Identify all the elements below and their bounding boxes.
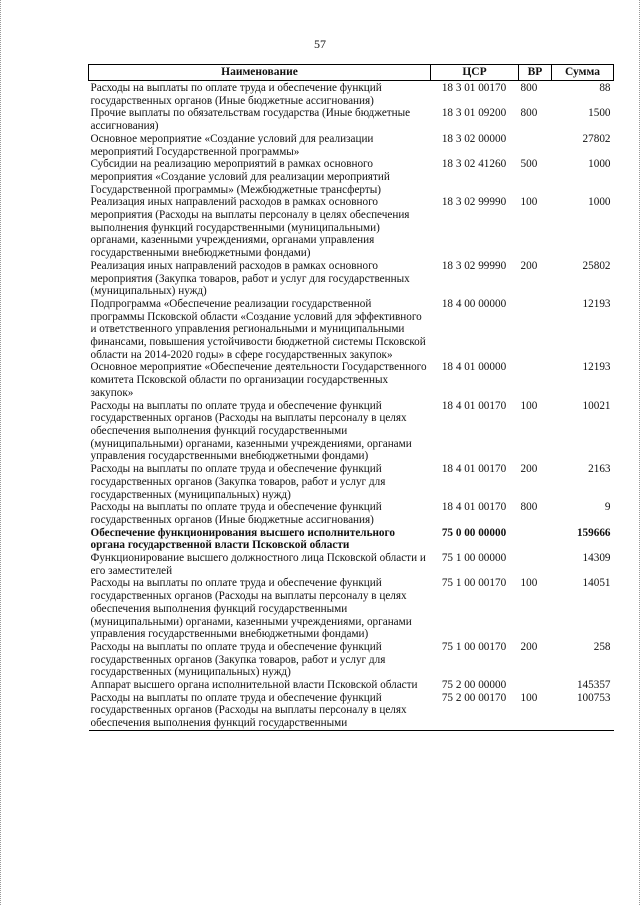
cell-csr: 18 3 02 99990 bbox=[441, 196, 507, 209]
cell-csr: 18 4 00 00000 bbox=[441, 297, 507, 310]
cell-vr: 800 bbox=[520, 501, 538, 514]
cell-vr bbox=[519, 361, 552, 399]
table-row bbox=[89, 552, 614, 577]
page-number: 57 bbox=[314, 37, 326, 51]
cell-sum: 14309 bbox=[582, 552, 611, 565]
budget-table bbox=[88, 64, 614, 731]
cell-name: Субсидии на реализацию мероприятий в рамках основного мероприятия «Создание условий для реализации мероприятий Государственной программы» (Межбюджетные трансферты) bbox=[90, 158, 390, 196]
table-row bbox=[89, 679, 614, 692]
cell-sum: 25802 bbox=[582, 259, 611, 272]
table-row bbox=[89, 107, 614, 132]
cell-sum: 159666 bbox=[576, 526, 611, 539]
cell-csr: 75 0 00 00000 bbox=[441, 526, 507, 539]
cell-csr: 18 4 01 00170 bbox=[441, 501, 507, 514]
cell-csr: 75 2 00 00170 bbox=[431, 692, 519, 731]
cell-vr: 100 bbox=[520, 577, 538, 590]
cell-sum: 2163 bbox=[588, 463, 611, 476]
cell-sum: 100753 bbox=[552, 692, 614, 731]
cell-vr: 100 bbox=[520, 196, 538, 209]
header-vr: ВР bbox=[519, 65, 552, 81]
cell-vr: 200 bbox=[520, 640, 538, 653]
cell-csr: 75 1 00 00000 bbox=[441, 552, 507, 565]
cell-csr: 18 4 01 00000 bbox=[441, 361, 507, 374]
cell-csr: 18 3 01 00170 bbox=[441, 82, 507, 94]
cell-vr bbox=[519, 298, 552, 362]
scan-edge-right bbox=[636, 0, 640, 905]
cell-name: Основное мероприятие «Создание условий для реализации мероприятий Государственной программы» bbox=[90, 132, 374, 158]
cell-csr: 75 2 00 00000 bbox=[441, 679, 507, 692]
cell-name: Расходы на выплаты по оплате труда и обеспечение функций государственных органов (Иные бюджетные ассигнования) bbox=[90, 501, 382, 526]
cell-csr: 18 3 02 41260 bbox=[441, 158, 507, 171]
table-header-row bbox=[89, 65, 614, 81]
cell-sum: 12193 bbox=[582, 297, 611, 310]
table-body bbox=[89, 81, 614, 731]
cell-vr: 200 bbox=[520, 463, 538, 476]
cell-name: Расходы на выплаты по оплате труда и обеспечение функций государственных органов (Закупка товаров, работ и услуг для государственных (муниципальных) нужд) bbox=[90, 640, 386, 679]
cell-sum: 88 bbox=[599, 82, 611, 94]
table-row bbox=[89, 501, 614, 526]
cell-vr: 800 bbox=[520, 82, 538, 94]
cell-sum: 12193 bbox=[582, 361, 611, 374]
table-row bbox=[89, 692, 614, 731]
table-row bbox=[89, 298, 614, 362]
cell-sum: 27802 bbox=[582, 132, 611, 145]
cell-vr: 800 bbox=[520, 107, 538, 120]
cell-sum: 1000 bbox=[588, 196, 611, 209]
cell-sum: 1000 bbox=[588, 158, 611, 171]
cell-sum: 9 bbox=[604, 501, 611, 514]
table-row bbox=[89, 260, 614, 298]
cell-sum: 258 bbox=[593, 640, 611, 653]
cell-name: Основное мероприятие «Обеспечение деятельности Государственного комитета Псковской области по организации государственных закупок» bbox=[90, 361, 427, 399]
cell-csr: 18 3 02 99990 bbox=[441, 259, 507, 272]
table-row bbox=[89, 133, 614, 158]
table-row bbox=[89, 641, 614, 679]
table-row bbox=[89, 577, 614, 641]
cell-vr: 200 bbox=[520, 259, 538, 272]
cell-csr: 75 1 00 00170 bbox=[441, 577, 507, 590]
table-row bbox=[89, 196, 614, 260]
cell-name: Прочие выплаты по обязательствам государства (Иные бюджетные ассигнования) bbox=[90, 107, 411, 133]
table-row bbox=[89, 81, 614, 108]
cell-sum: 10021 bbox=[582, 399, 611, 412]
cell-vr bbox=[519, 552, 552, 577]
cell-name: Реализация иных направлений расходов в рамках основного мероприятия (Закупка товаров, работ и услуг для государственных (муниципальных) нужд) bbox=[90, 259, 410, 298]
header-csr: ЦСР bbox=[431, 65, 519, 81]
table-row bbox=[89, 400, 614, 464]
cell-name: Расходы на выплаты по оплате труда и обеспечение функций государственных органов (Расходы на выплаты персоналу в целях обеспечения выполнения функций государственными (муниципальными) органами, казенными учреждениями, органами управления государственными внебюджетными фондами) bbox=[90, 577, 412, 641]
cell-csr: 18 3 01 09200 bbox=[441, 107, 507, 120]
cell-name: Расходы на выплаты по оплате труда и обеспечение функций государственных органов (Расходы на выплаты персоналу в целях обеспечения выполнения функций государственными bbox=[89, 692, 431, 731]
cell-csr: 18 4 01 00170 bbox=[441, 399, 507, 412]
header-name: Наименование bbox=[89, 65, 431, 81]
table-row bbox=[89, 527, 614, 552]
cell-csr: 18 4 01 00170 bbox=[441, 463, 507, 476]
cell-csr: 75 1 00 00170 bbox=[441, 640, 507, 653]
cell-name: Расходы на выплаты по оплате труда и обеспечение функций государственных органов (Иные бюджетные ассигнования) bbox=[90, 82, 382, 107]
cell-name: Расходы на выплаты по оплате труда и обеспечение функций государственных органов (Расходы на выплаты персоналу в целях обеспечения выполнения функций государственными (муниципальными) органами, казенными учреждениями, органами управления государственными внебюджетными фондами) bbox=[90, 399, 412, 463]
header-sum: Сумма bbox=[552, 65, 614, 81]
cell-name: Аппарат высшего органа исполнительной власти Псковской области bbox=[90, 679, 418, 692]
cell-name: Расходы на выплаты по оплате труда и обеспечение функций государственных органов (Закупка товаров, работ и услуг для государственных (муниципальных) нужд) bbox=[90, 463, 386, 501]
cell-vr bbox=[519, 527, 552, 552]
cell-sum: 145357 bbox=[576, 679, 611, 692]
cell-vr: 100 bbox=[520, 399, 538, 412]
cell-name: Функционирование высшего должностного лица Псковской области и его заместителей bbox=[90, 552, 426, 577]
cell-csr: 18 3 02 00000 bbox=[441, 132, 507, 145]
table-row bbox=[89, 361, 614, 399]
table-row bbox=[89, 463, 614, 501]
cell-vr: 100 bbox=[519, 692, 552, 731]
cell-sum: 1500 bbox=[588, 107, 611, 120]
cell-name: Подпрограмма «Обеспечение реализации государственной программы Псковской области «Создание условий для эффективного и ответственного управления региональными и муниципальными финансами, повышения устойчивости бюджетной системы Псковской области на 2014-2020 годы» в сфере государственных закупок» bbox=[90, 297, 426, 361]
cell-name: Обеспечение функционирования высшего исполнительного органа государственной власти Псковской области bbox=[90, 526, 395, 552]
cell-vr bbox=[519, 133, 552, 158]
cell-vr: 500 bbox=[520, 158, 538, 171]
cell-name: Реализация иных направлений расходов в рамках основного мероприятия (Расходы на выплаты персоналу в целях обеспечения выполнения функций государственными (муниципальными) органами, казенными учреждениями, органами управления государственными внебюджетными фондами) bbox=[90, 196, 410, 260]
cell-sum: 14051 bbox=[582, 577, 611, 590]
table-row bbox=[89, 158, 614, 196]
scan-edge-left bbox=[0, 0, 4, 905]
cell-vr bbox=[519, 679, 552, 692]
